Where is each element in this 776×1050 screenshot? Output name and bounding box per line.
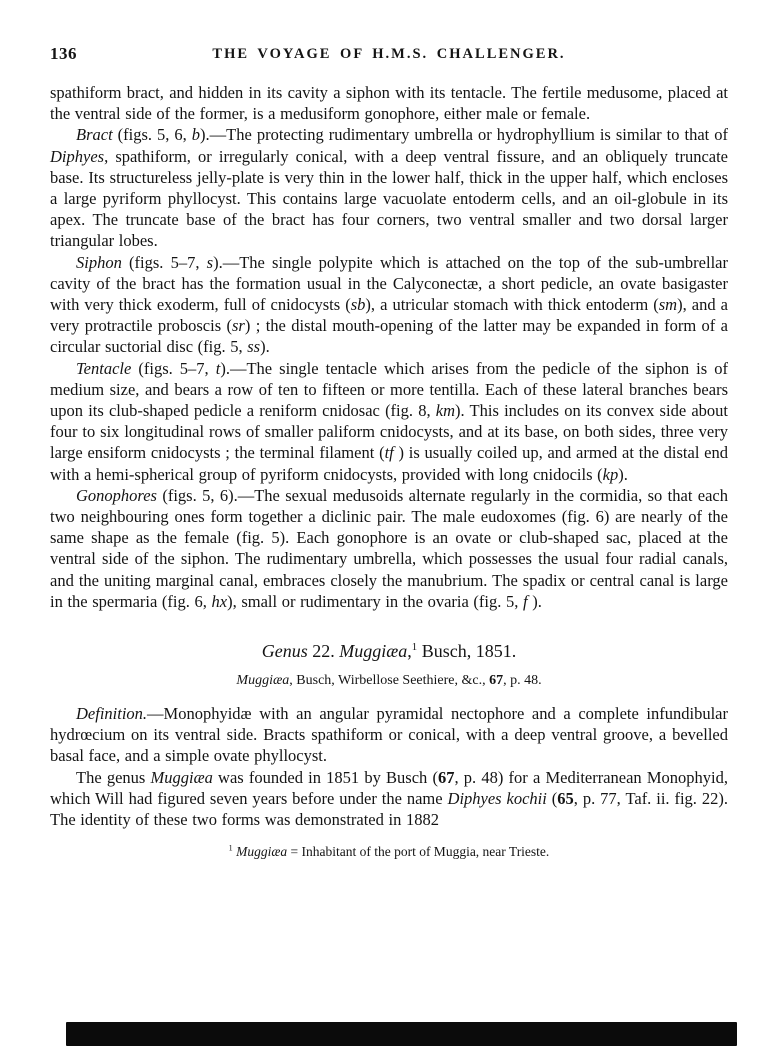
footnote: $^1$ Muggiæa = Inhabitant of the port of Muggia, near Trieste. <box>228 843 550 860</box>
page-body <box>50 82 728 860</box>
paragraph-gonophores: Gonophores (figs. 5, 6).—The sexual medusoids alternate regularly in the cormidia, so that each two neighbouring ones form together a diclinic pair. The male eudoxomes (fig. 6) are nearly of the same shape as the female (fig. 5). Each gonophore is an ovate or club-shaped sac, placed at the ventral side of the siphon. The rudimentary umbrella, which possesses the usual four radial canals, and the uniting marginal canal, embraces closely the manubrium. The spadix or central canal is large in the spermaria (fig. 6, hx), small or rudimentary in the ovaria (fig. 5, f ). <box>50 485 728 611</box>
genus-heading: Genus 22. Muggiæa,$^1$ Busch, 1851. <box>261 641 517 662</box>
page-header <box>50 44 728 66</box>
paragraph-continuation: spathiform bract, and hidden in its cavity a siphon with its tentacle. The fertile medusome, placed at the ventral side of the former, is a medusiform gonophore, either male or female. <box>50 83 728 124</box>
paragraph-genus-history: The genus Muggiæa was founded in 1851 by Busch (67, p. 48) for a Mediterranean Monophyid, which Will had figured seven years before under the name Diphyes kochii (65, p. 77, Taf. ii. fig. 22). The identity of these two forms was demonstrated in 1882 <box>50 767 729 830</box>
genus-citation: Muggiæa, Busch, Wirbellose Seethiere, &c., 67, p. 48. <box>236 673 542 689</box>
page-number: 136 <box>50 44 77 63</box>
scan-artifact-bar <box>66 1022 737 1046</box>
paragraph-tentacle: Tentacle (figs. 5–7, t).—The single tentacle which arises from the pedicle of the siphon is of medium size, and bears a row of ten to fifteen or more tentilla. Each of these lateral branches bears upon its club-shaped pedicle a reniform cnidosac (fig. 8, km). This includes on its convex side about four to six longitudinal rows of smaller paliform cnidocysts, and at its base, on both sides, three very large ensiform cnidocysts ; the terminal filament (tf ) is usually coiled up, and armed at the distal end with a hemi-spherical group of pyriform cnidocysts, provided with long cnidocils (kp). <box>50 358 728 484</box>
paragraph-bract: Bract (figs. 5, 6, b).—The protecting rudimentary umbrella or hydrophyllium is similar to that of Diphyes, spathiform, or irregularly conical, with a deep ventral fissure, and an obliquely truncate base. Its structureless jelly-plate is very thin in the lower half, thick in the upper half, which encloses a large pyriform phyllocyst. This contains large vacuolate entoderm cells, and an oil-globule in its apex. The truncate base of the bract has four corners, two ventral smaller and two dorsal larger triangular lobes. <box>50 125 728 251</box>
running-title: THE VOYAGE OF H.M.S. CHALLENGER. <box>212 46 566 62</box>
paragraph-siphon: Siphon (figs. 5–7, s).—The single polypite which is attached on the top of the sub-umbrellar cavity of the bract has the formation usual in the Calyconectæ, a short pedicle, an ovate basigaster with very thick exoderm, full of cnidocysts (sb), a utricular stomach with thick entoderm (sm), and a very protractile proboscis (sr) ; the distal mouth-opening of the latter may be expanded in form of a circular suctorial disc (fig. 5, ss). <box>50 252 729 357</box>
paragraph-definition: Definition.—Monophyidæ with an angular pyramidal nectophore and a complete infundibular hydrœcium on its ventral side. Bracts spathiform or conical, with a deep ventral groove, a bevelled basal face, and a simple ovate phyllocyst. <box>50 704 728 766</box>
